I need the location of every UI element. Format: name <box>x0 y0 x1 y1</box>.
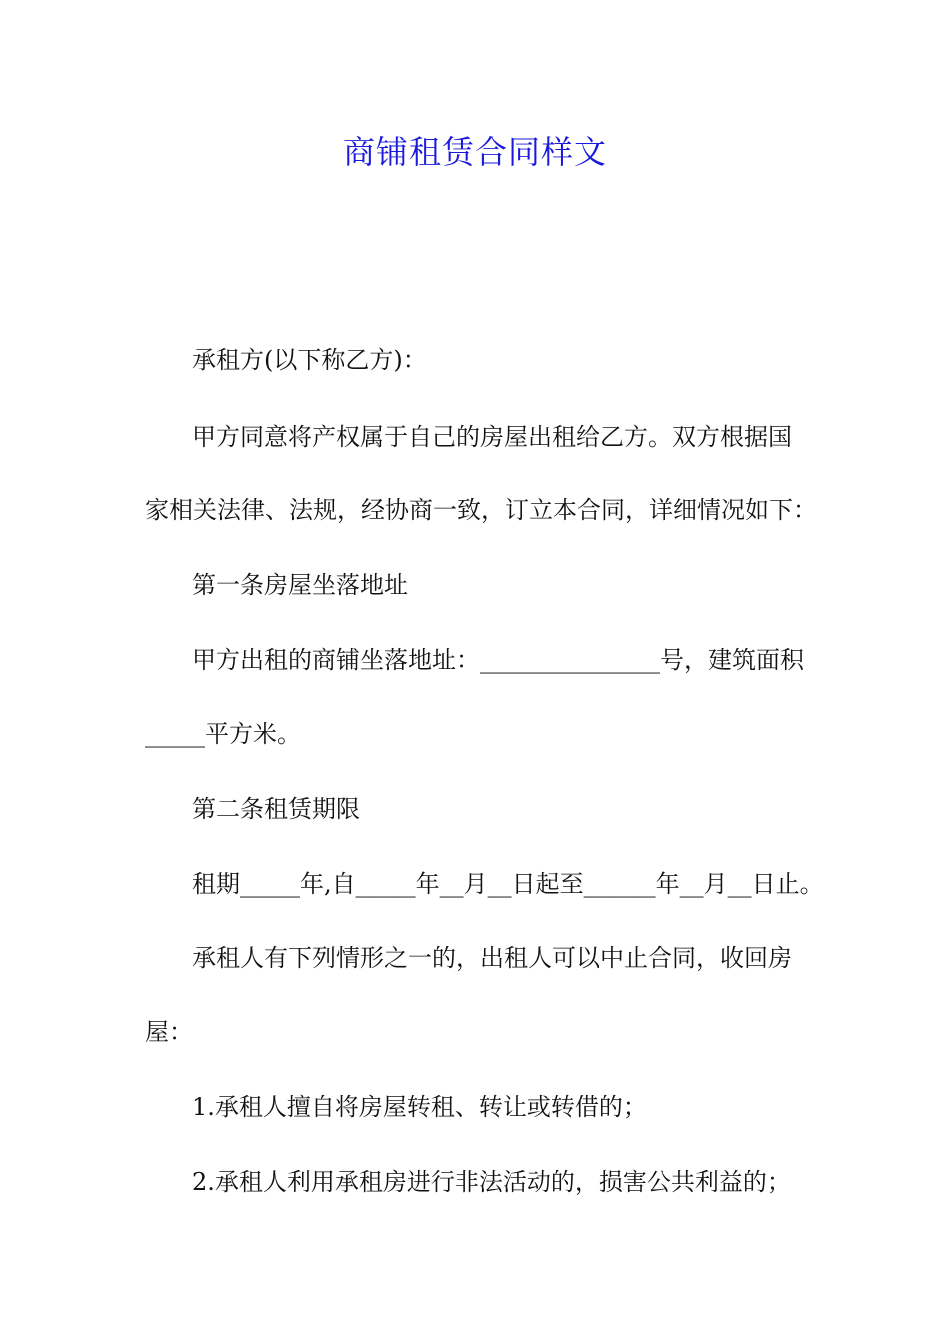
paragraph-termination-line-1: 承租人有下列情形之一的，出租人可以中止合同，收回房 <box>192 944 792 972</box>
paragraph-lessee: 承租方(以下称乙方)： <box>192 346 427 374</box>
paragraph-term: 租期_____年,自_____年__月__日起至______年__月__日止。 <box>192 870 824 898</box>
paragraph-agreement-line-1: 甲方同意将产权属于自己的房屋出租给乙方。双方根据国 <box>192 423 792 451</box>
paragraph-termination-line-2: 屋： <box>145 1018 193 1046</box>
article-1-heading: 第一条房屋坐落地址 <box>192 571 408 599</box>
paragraph-address-line-1: 甲方出租的商铺坐落地址：_______________号，建筑面积 <box>192 646 804 674</box>
document-title: 商铺租赁合同样文 <box>342 133 607 171</box>
paragraph-address-line-2: _____平方米。 <box>145 720 301 748</box>
paragraph-agreement-line-2: 家相关法律、法规，经协商一致，订立本合同，详细情况如下： <box>145 496 817 524</box>
list-item-1: 1.承租人擅自将房屋转租、转让或转借的； <box>192 1093 647 1121</box>
list-item-2: 2.承租人利用承租房进行非法活动的，损害公共利益的； <box>192 1168 791 1196</box>
article-2-heading: 第二条租赁期限 <box>192 795 360 823</box>
